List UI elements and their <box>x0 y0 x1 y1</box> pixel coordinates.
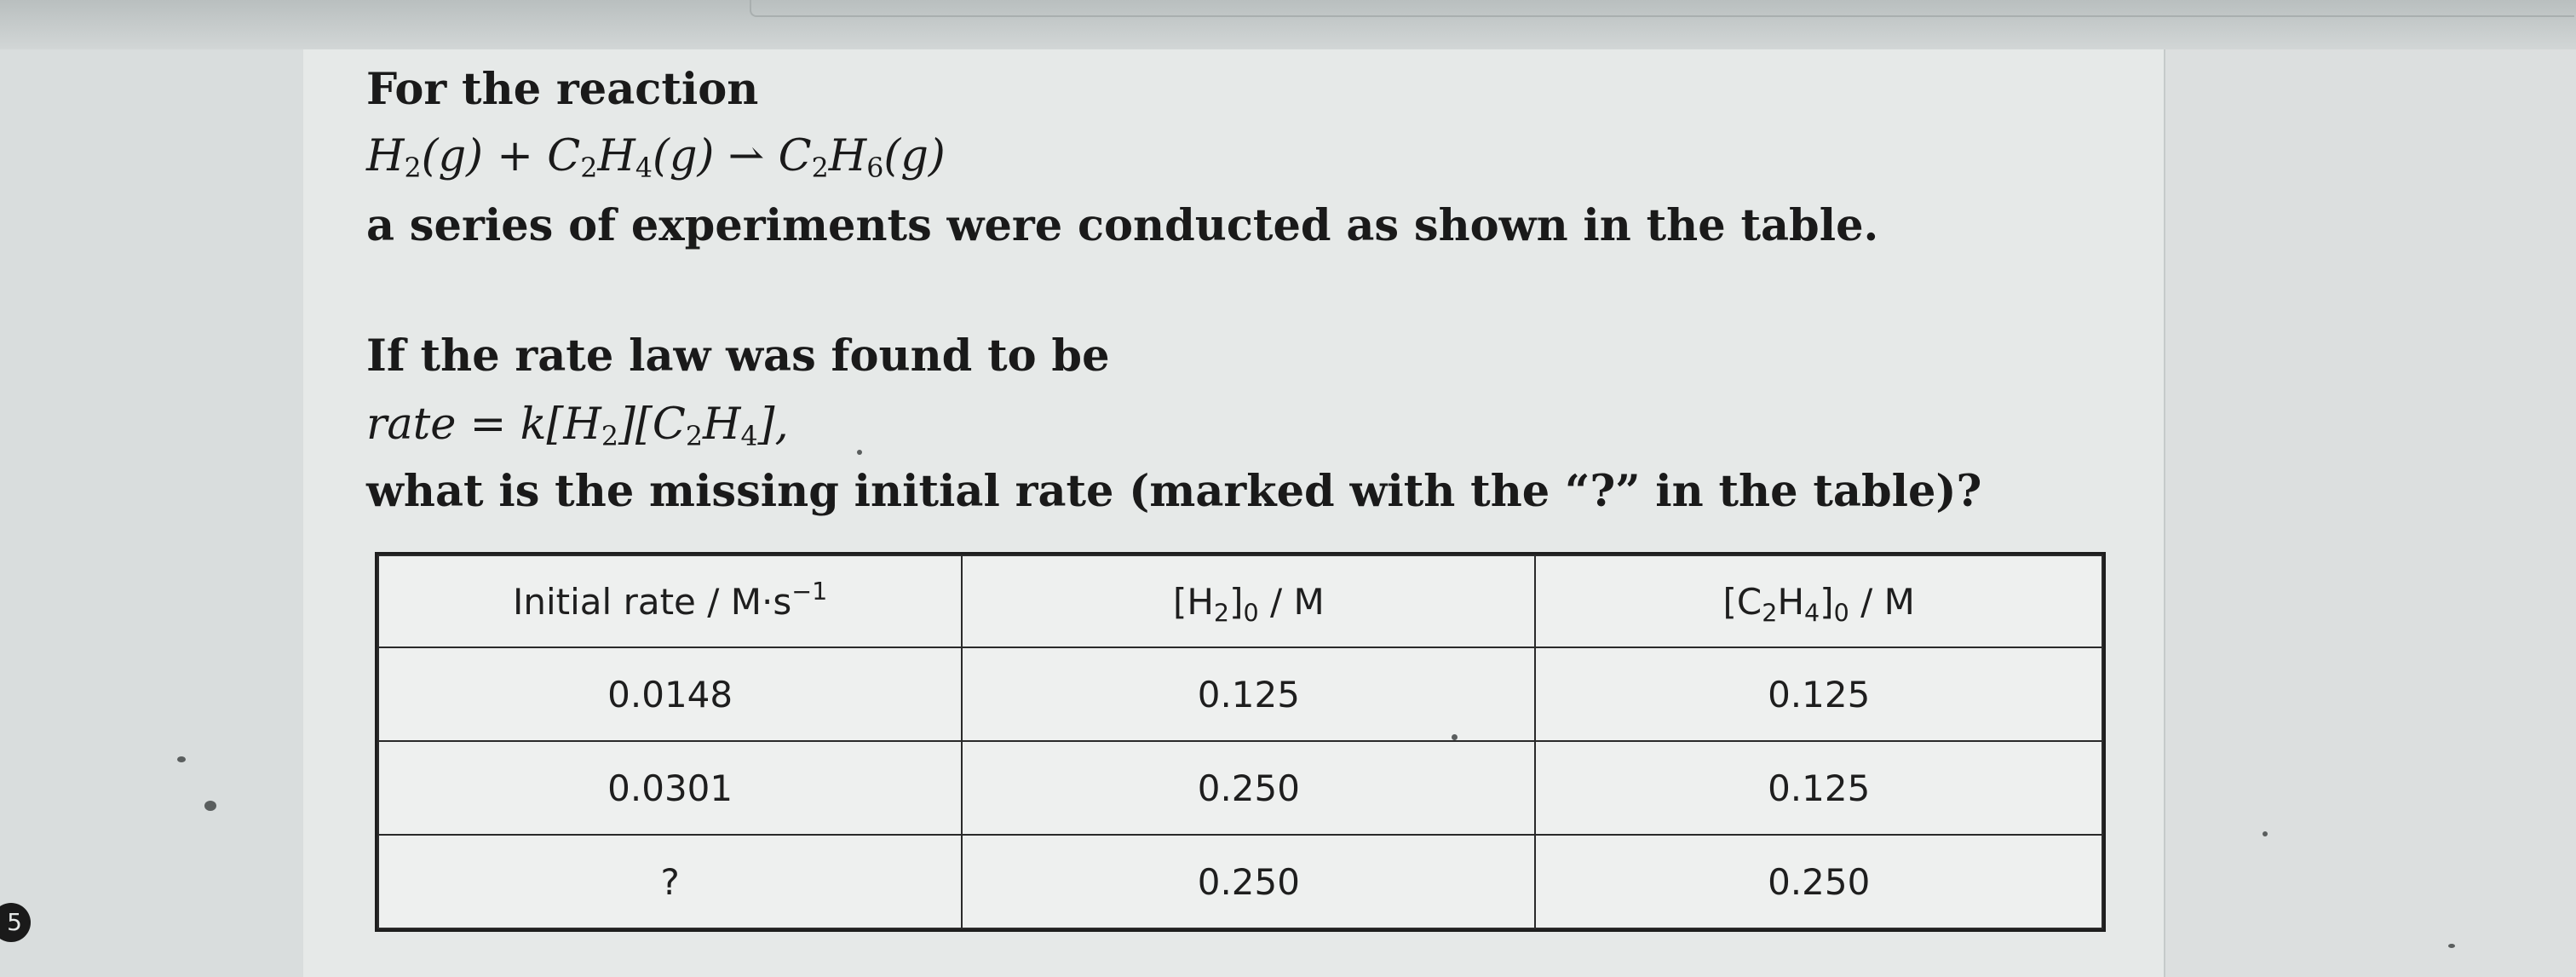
header-h2-concentration: $[H_2]_0$ / M <box>962 555 1535 647</box>
right-margin-panel <box>2164 49 2576 977</box>
cell-rate-missing: ? <box>378 835 962 928</box>
cell-h2: 0.250 <box>962 741 1535 835</box>
cell-h2: 0.250 <box>962 835 1535 928</box>
left-margin-panel <box>0 49 303 977</box>
cell-c2h4: 0.250 <box>1535 835 2102 928</box>
reaction-arrow: ⇀ <box>727 131 765 181</box>
dust-speck <box>1452 734 1458 740</box>
intro-line: For the reaction <box>366 64 759 115</box>
table-row <box>378 741 2102 835</box>
rate-law-intro: If the rate law was found to be <box>366 330 1110 382</box>
table-row <box>378 647 2102 741</box>
header-c2h4-concentration: $[C_2H_4]_0$ / M <box>1535 555 2102 647</box>
dust-speck <box>2263 831 2268 836</box>
experiment-table <box>375 552 2106 932</box>
reaction-equation: $H_2(g) + C_2H_4(g)$ ⇀ $C_2H_6(g)$ <box>366 131 946 184</box>
dust-speck <box>204 801 216 811</box>
table-header-row <box>378 555 2102 647</box>
header-initial-rate: Initial rate / $M\cdot s^{-1}$ <box>378 555 962 647</box>
dust-speck <box>857 450 862 455</box>
cell-rate: 0.0148 <box>378 647 962 741</box>
cell-rate: 0.0301 <box>378 741 962 835</box>
rate-law-equation: rate = $k[H_2][C_2H_4]$, <box>366 399 789 452</box>
question-number-badge: 5 <box>0 903 31 942</box>
experiments-line: a series of experiments were conducted as shown in the table. <box>366 200 1879 251</box>
cell-c2h4: 0.125 <box>1535 741 2102 835</box>
table-row <box>378 835 2102 928</box>
cell-c2h4: 0.125 <box>1535 647 2102 741</box>
dust-speck <box>2448 944 2455 948</box>
dust-speck <box>177 756 186 762</box>
cell-h2: 0.125 <box>962 647 1535 741</box>
question-prompt: what is the missing initial rate (marked with the “?” in the table)? <box>366 466 1982 517</box>
top-edge <box>0 0 2576 49</box>
